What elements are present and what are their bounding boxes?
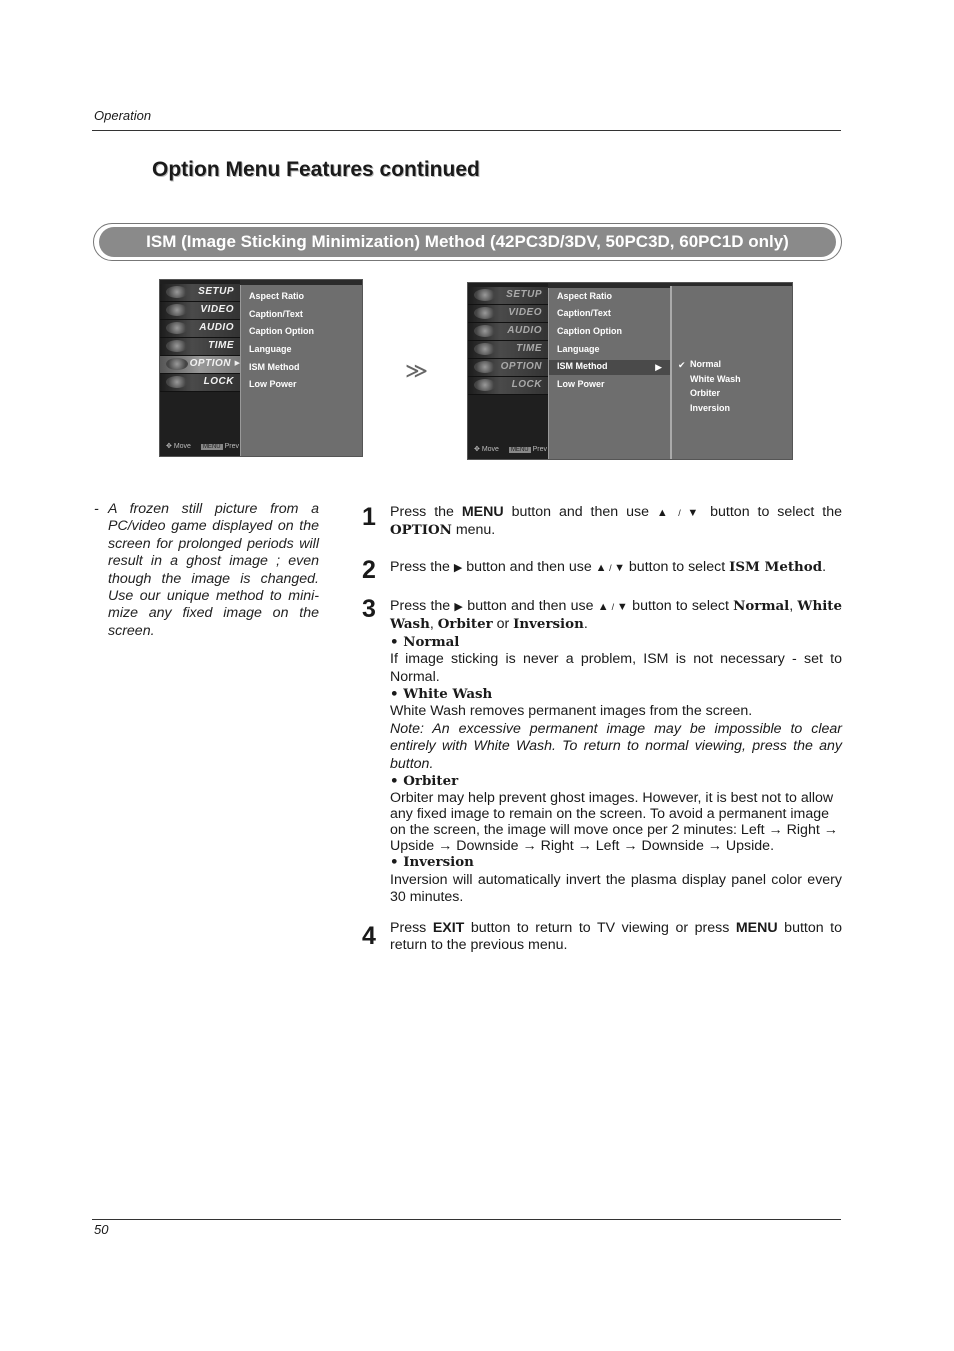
osd-sub-inversion[interactable]: Inversion [690,403,731,413]
osd-menu-option [159,279,363,457]
osd-category-video[interactable]: VIDEO [160,302,240,320]
note-text: A frozen still picture from a PC/video game displayed on the screen for prolonged periods will result in a ghost image ; even though the image is changed. Use our unique method to mini-mize any fixed image on the screen. [108,501,319,639]
osd-category-time[interactable]: TIME [160,338,240,356]
time-icon [474,343,496,355]
white-wash-note: Note: An excessive permanent image may be impossible to clear entirely with White Wash. To return to normal viewing, press the any button. [390,720,842,772]
down-arrow-icon: ▼ [616,601,628,613]
note-dash: - [94,501,99,517]
audio-icon [474,325,496,337]
menu-key-icon: MENU [202,444,221,450]
step-1-text: Press the MENU button and then use ▲ / ▼ button to select the OPTION menu. [390,504,842,539]
osd-category-column [468,283,548,459]
inversion-text: Inversion will automatically invert the plasma display panel color every 30 minutes. [390,871,842,906]
osd-sub-normal[interactable]: Normal [690,359,722,369]
banner-text: ISM (Image Sticking Minimization) Method (42PC3D/3DV, 50PC3D, 60PC1D only) [146,232,789,251]
lock-icon [166,376,188,388]
time-icon [166,340,188,352]
down-arrow-icon: ▼ [687,507,703,519]
up-arrow-icon: ▲ [656,507,672,519]
orbiter-heading: • Orbiter [390,773,459,790]
option-icon [166,358,188,370]
video-icon [474,307,496,319]
up-arrow-icon: ▲ [595,562,607,574]
osd-item-caption-option[interactable]: Caption Option [249,326,314,336]
step-3-intro: Press the ▶ button and then use ▲ / ▼ button to select Normal, White Wash, Orbiter or Inversion. [390,598,842,633]
right-arrow-icon: ▶ [454,601,464,613]
move-icon: ✥ [166,443,174,450]
double-arrow-icon: ≫ [405,358,429,383]
normal-text: If image sticking is never a problem, ISM is not necessary - set to Normal. [390,651,842,685]
osd-menu-ism [467,282,793,460]
step-number-4: 4 [362,922,376,950]
right-arrow-icon: ▶ [453,562,463,574]
step-number-2: 2 [362,556,376,584]
osd-category-setup[interactable]: SETUP [160,284,240,302]
osd-items-panel [240,285,362,456]
inversion-heading: • Inversion [390,854,474,871]
osd-submenu-panel [670,286,792,459]
osd-category-column [160,280,240,456]
play-right-icon: ▶ [655,362,662,372]
white-wash-heading: • White Wash [390,686,493,703]
osd-item-aspect-ratio[interactable]: Aspect Ratio [249,291,305,301]
osd-category-time[interactable]: TIME [468,341,548,359]
osd-category-audio[interactable]: AUDIO [160,320,240,338]
menu-key-icon: MENU [510,447,529,453]
osd-category-video[interactable]: VIDEO [468,305,548,323]
osd-item-ism-method[interactable]: ISM Method [249,362,300,372]
osd-category-option[interactable]: OPTION [468,359,548,377]
normal-heading: • Normal [390,633,460,650]
osd-item-caption-option[interactable]: Caption Option [557,326,622,336]
step-2-text: Press the ▶ button and then use ▲ / ▼ button to select ISM Method. [390,559,827,575]
osd-item-aspect-ratio[interactable]: Aspect Ratio [557,291,613,301]
step-4-text: Press EXIT button to return to TV viewing or press MENU button to return to the previous menu. [390,920,842,954]
setup-icon [166,286,188,298]
osd-sub-white-wash[interactable]: White Wash [690,374,741,384]
osd-category-lock[interactable]: LOCK [468,377,548,395]
osd-category-lock[interactable]: LOCK [160,374,240,392]
osd-category-setup[interactable]: SETUP [468,287,548,305]
checkmark-icon: ✔ [678,360,686,370]
page-title: Option Menu Features continued [152,158,480,181]
osd-item-caption-text[interactable]: Caption/Text [557,308,611,318]
osd-item-language[interactable]: Language [557,344,600,354]
move-icon: ✥ [474,446,482,453]
osd-item-low-power[interactable]: Low Power [557,379,605,389]
side-note [94,501,319,640]
osd-footer: ✥ Move MENU Prev [166,443,239,450]
osd-sub-orbiter[interactable]: Orbiter [690,388,721,398]
white-wash-text: White Wash removes permanent images from the screen. [390,703,753,720]
osd-footer: ✥ Move MENU Prev [474,446,547,453]
down-arrow-icon: ▼ [614,562,625,574]
step-3-text [390,598,842,907]
step-number-1: 1 [362,503,376,531]
chevron-right-icon: ▶ [234,360,240,367]
lock-icon [474,379,496,391]
step-number-3: 3 [362,595,376,623]
audio-icon [166,322,188,334]
up-arrow-icon: ▲ [597,601,609,613]
orbiter-text: Orbiter may help prevent ghost images. However, it is best not to allow any fixed image to remain on the screen. To avoid a permanent image on the screen, the image will move once per 2 minutes: Left → Right → Upside → Downside → Right → Left → Downside → Upside. [390,790,838,855]
footer-rule [92,1219,841,1220]
osd-item-ism-method-selected[interactable]: ISM Method ▶ [549,360,670,375]
section-banner [93,223,842,261]
option-icon [474,361,496,373]
osd-category-option[interactable]: OPTION ▶ [160,356,240,374]
osd-item-language[interactable]: Language [249,344,292,354]
page-number: 50 [94,1222,109,1237]
video-icon [166,304,188,316]
osd-category-audio[interactable]: AUDIO [468,323,548,341]
osd-item-low-power[interactable]: Low Power [249,379,297,389]
banner-fill [99,227,836,257]
header-rule [92,130,841,131]
osd-item-caption-text[interactable]: Caption/Text [249,309,303,319]
osd-items-panel [548,288,670,459]
section-label: Operation [94,108,152,123]
setup-icon [474,289,496,301]
